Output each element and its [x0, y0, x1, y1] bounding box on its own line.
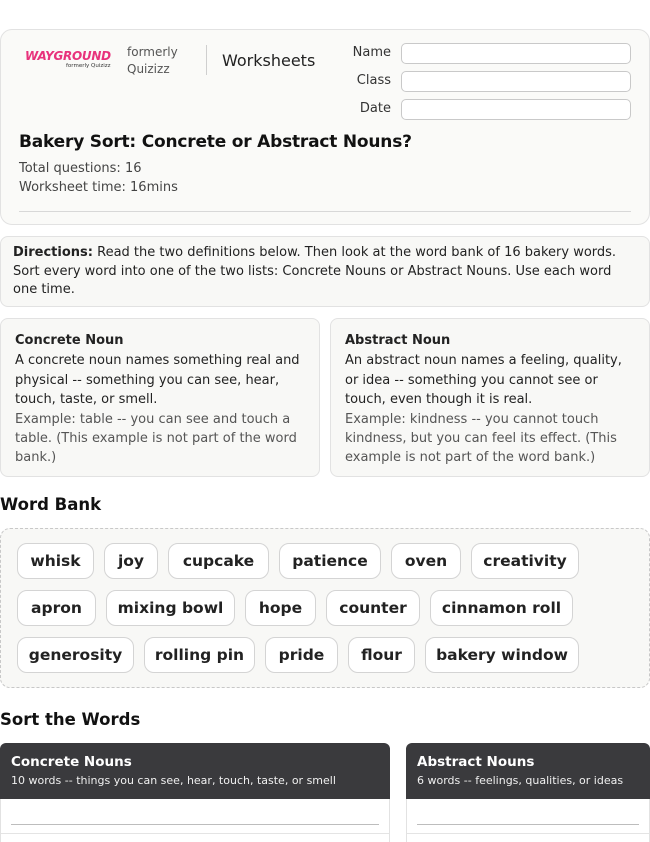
definition-text: An abstract noun names a feeling, quality, or idea -- something you cannot see or touch, even though it is real. [345, 353, 622, 408]
answer-line [11, 824, 379, 825]
directions-box [0, 236, 650, 307]
word-chip[interactable]: creativity [471, 543, 579, 579]
column-header [406, 743, 650, 799]
definition-text: A concrete noun names something real and physical -- something you can see, hear, touch, taste, or smell. [15, 353, 300, 408]
word-chip[interactable]: apron [17, 590, 96, 626]
word-chip[interactable]: mixing bowl [106, 590, 235, 626]
directions-label: Directions: [13, 245, 93, 260]
word-chip[interactable]: cupcake [168, 543, 269, 579]
column-subtitle: 10 words -- things you can see, hear, touch, taste, or smell [11, 774, 336, 787]
word-chip[interactable]: flour [348, 637, 415, 673]
concrete-nouns-column [0, 743, 390, 842]
word-chip[interactable]: patience [279, 543, 381, 579]
column-subtitle: 6 words -- feelings, qualities, or ideas [417, 774, 624, 787]
formerly-quizizz: formerly Quizizz [127, 45, 178, 76]
answer-line [417, 824, 639, 825]
column-title: Concrete Nouns [11, 754, 132, 770]
logo-tagline: formerly Quizizz [66, 63, 111, 69]
word-chip[interactable]: cinnamon roll [430, 590, 573, 626]
header-divider [206, 45, 207, 75]
answer-area[interactable] [406, 799, 650, 842]
total-questions: Total questions: 16 [19, 161, 142, 176]
worksheet-title: Bakery Sort: Concrete or Abstract Nouns? [19, 132, 412, 152]
word-chip[interactable]: oven [391, 543, 461, 579]
column-title: Abstract Nouns [417, 754, 535, 770]
row-divider [407, 833, 649, 834]
definition-title: Abstract Noun [345, 333, 451, 348]
class-field[interactable] [401, 71, 631, 92]
word-chip[interactable]: rolling pin [144, 637, 255, 673]
word-chip[interactable]: pride [265, 637, 338, 673]
word-chip[interactable]: generosity [17, 637, 134, 673]
definition-example: Example: table -- you can see and touch a table. (This example is not part of the word bank.) [15, 411, 297, 466]
word-chip[interactable]: hope [245, 590, 316, 626]
logo-wordmark: WAYGROUND [25, 49, 111, 63]
date-label: Date [359, 101, 391, 116]
word-chip[interactable]: joy [104, 543, 158, 579]
abstract-nouns-column [406, 743, 650, 842]
answer-area[interactable] [0, 799, 390, 842]
definition-title: Concrete Noun [15, 333, 124, 348]
name-label: Name [352, 45, 391, 60]
word-chip[interactable]: counter [326, 590, 420, 626]
wayground-logo [25, 49, 115, 71]
concrete-definition-card [0, 318, 320, 477]
section-label: Worksheets [222, 51, 316, 70]
date-field[interactable] [401, 99, 631, 120]
class-label: Class [356, 73, 391, 88]
row-divider [1, 833, 389, 834]
header-rule [19, 211, 631, 212]
definition-example: Example: kindness -- you cannot touch kindness, but you can feel its effect. (This example is not part of the word bank.) [345, 411, 617, 466]
word-chip[interactable]: whisk [17, 543, 94, 579]
worksheet-time: Worksheet time: 16mins [19, 180, 178, 195]
word-bank-heading: Word Bank [0, 495, 102, 514]
sort-heading: Sort the Words [0, 710, 141, 729]
name-field[interactable] [401, 43, 631, 64]
directions-text: Read the two definitions below. Then look at the word bank of 16 bakery words. Sort every word into one of the two lists: Concrete Nouns or Abstract Nouns. Use each word one time. [13, 245, 617, 297]
abstract-definition-card [330, 318, 650, 477]
column-header [0, 743, 390, 799]
word-chip[interactable]: bakery window [425, 637, 579, 673]
